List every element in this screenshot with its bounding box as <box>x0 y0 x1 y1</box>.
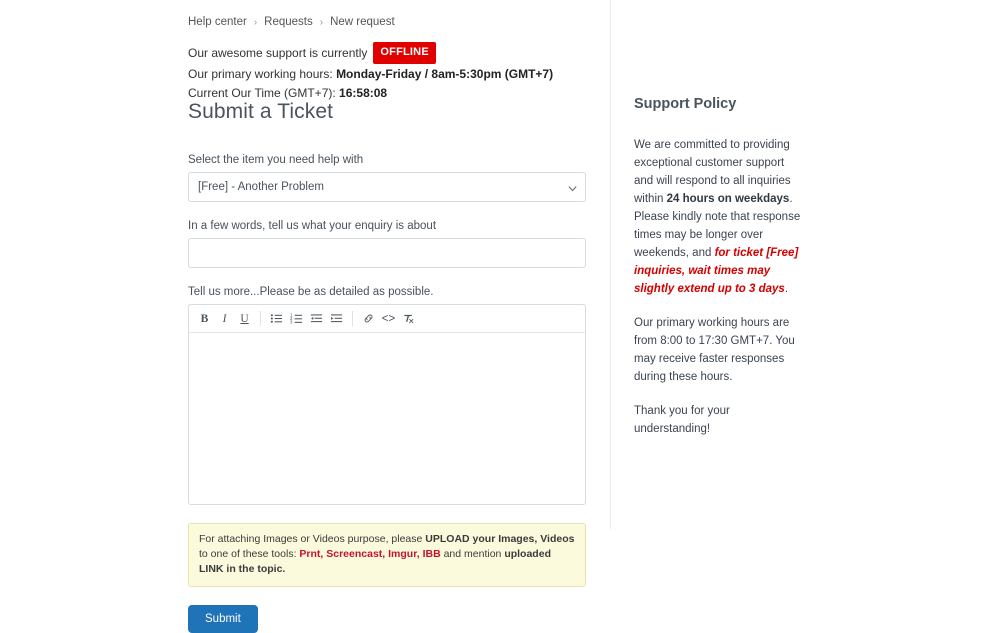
underline-icon[interactable]: U <box>240 312 249 325</box>
subject-label: In a few words, tell us what your enquiry is about <box>188 220 437 232</box>
breadcrumb <box>188 16 395 28</box>
notice-text-1: For attaching Images or Videos purpose, please <box>199 533 426 545</box>
field-group-subject <box>188 220 586 268</box>
sidebar-p1-c: . Please kindly note that response times may be longer over weekends, and <box>634 193 801 259</box>
support-status-text: Our awesome support is currently <box>188 45 368 60</box>
clear-formatting-icon[interactable] <box>399 309 418 328</box>
breadcrumb-separator-icon: › <box>319 16 324 28</box>
svg-text:1: 1 <box>290 312 293 318</box>
sidebar-paragraph-3: Thank you for your understanding! <box>634 405 730 435</box>
sidebar-title: Support Policy <box>634 96 737 112</box>
working-hours-label: Our primary working hours: <box>188 67 333 81</box>
notice-text-2: to one of these tools: <box>199 548 300 560</box>
item-select-label: Select the item you need help with <box>188 154 364 166</box>
current-time-label: Current Our Time (GMT+7): <box>188 86 336 100</box>
toolbar-divider <box>260 311 261 326</box>
notice-link-screencast[interactable]: Screencast, <box>326 548 386 560</box>
ticket-form <box>188 100 586 633</box>
field-group-description <box>188 286 586 505</box>
status-badge-offline: OFFLINE <box>373 42 435 64</box>
support-status-line <box>188 42 553 64</box>
sidebar-paragraph-1 <box>634 136 802 298</box>
bold-icon[interactable]: B <box>200 312 209 325</box>
sidebar-p1-a: We are committed to providing exceptional customer support and will respond to all inquiries within <box>634 139 791 205</box>
description-label: Tell us more...Please be as detailed as possible. <box>188 286 434 298</box>
subject-input[interactable] <box>188 238 586 268</box>
code-icon[interactable]: <> <box>381 312 396 325</box>
item-select[interactable]: [Free] - Another Problem <box>188 172 586 202</box>
page-title: Submit a Ticket <box>188 100 334 123</box>
notice-link-ibb[interactable]: IBB <box>422 548 441 560</box>
item-select-wrapper <box>188 172 586 202</box>
sidebar-paragraph-2: Our primary working hours are from 8:00 to 17:30 GMT+7. You may receive faster responses during these hours. <box>634 317 795 383</box>
toolbar-divider <box>352 311 353 326</box>
sidebar-p1-b: 24 hours on weekdays <box>666 193 790 205</box>
attachment-notice <box>188 523 586 587</box>
content-divider <box>610 0 611 529</box>
support-policy-sidebar <box>634 96 802 454</box>
current-time-value: 16:58:08 <box>339 86 388 100</box>
breadcrumb-separator-icon: › <box>253 16 258 28</box>
sidebar-p1-d: for ticket [Free] inquiries, wait times may slightly extend up to 3 days <box>634 247 799 295</box>
italic-icon[interactable]: I <box>222 312 227 325</box>
notice-bold-1: UPLOAD your Images, Videos <box>425 533 575 545</box>
outdent-icon[interactable] <box>307 309 326 328</box>
breadcrumb-item-help-center[interactable]: Help center <box>188 16 247 28</box>
link-icon[interactable] <box>359 309 378 328</box>
breadcrumb-item-new-request: New request <box>330 16 395 28</box>
notice-bold-2: uploaded LINK in the topic. <box>199 548 551 575</box>
notice-link-imgur[interactable]: Imgur, <box>388 548 420 560</box>
description-textarea[interactable] <box>189 333 585 504</box>
sidebar-p1-e: . <box>784 283 789 295</box>
field-group-item <box>188 154 586 202</box>
svg-text:3: 3 <box>290 319 293 325</box>
editor-toolbar <box>189 305 585 333</box>
breadcrumb-item-requests[interactable]: Requests <box>264 16 313 28</box>
notice-link-prnt[interactable]: Prnt, <box>299 548 324 560</box>
working-hours-value: Monday-Friday / 8am-5:30pm (GMT+7) <box>336 67 554 81</box>
working-hours-line <box>188 66 553 83</box>
rich-text-editor <box>188 304 586 505</box>
bulleted-list-icon[interactable] <box>267 309 286 328</box>
indent-icon[interactable] <box>327 309 346 328</box>
submit-button[interactable]: Submit <box>188 605 258 633</box>
numbered-list-icon[interactable] <box>287 309 306 328</box>
support-status-block <box>188 42 553 102</box>
svg-text:2: 2 <box>290 316 293 322</box>
notice-text-3: and mention <box>440 548 505 560</box>
